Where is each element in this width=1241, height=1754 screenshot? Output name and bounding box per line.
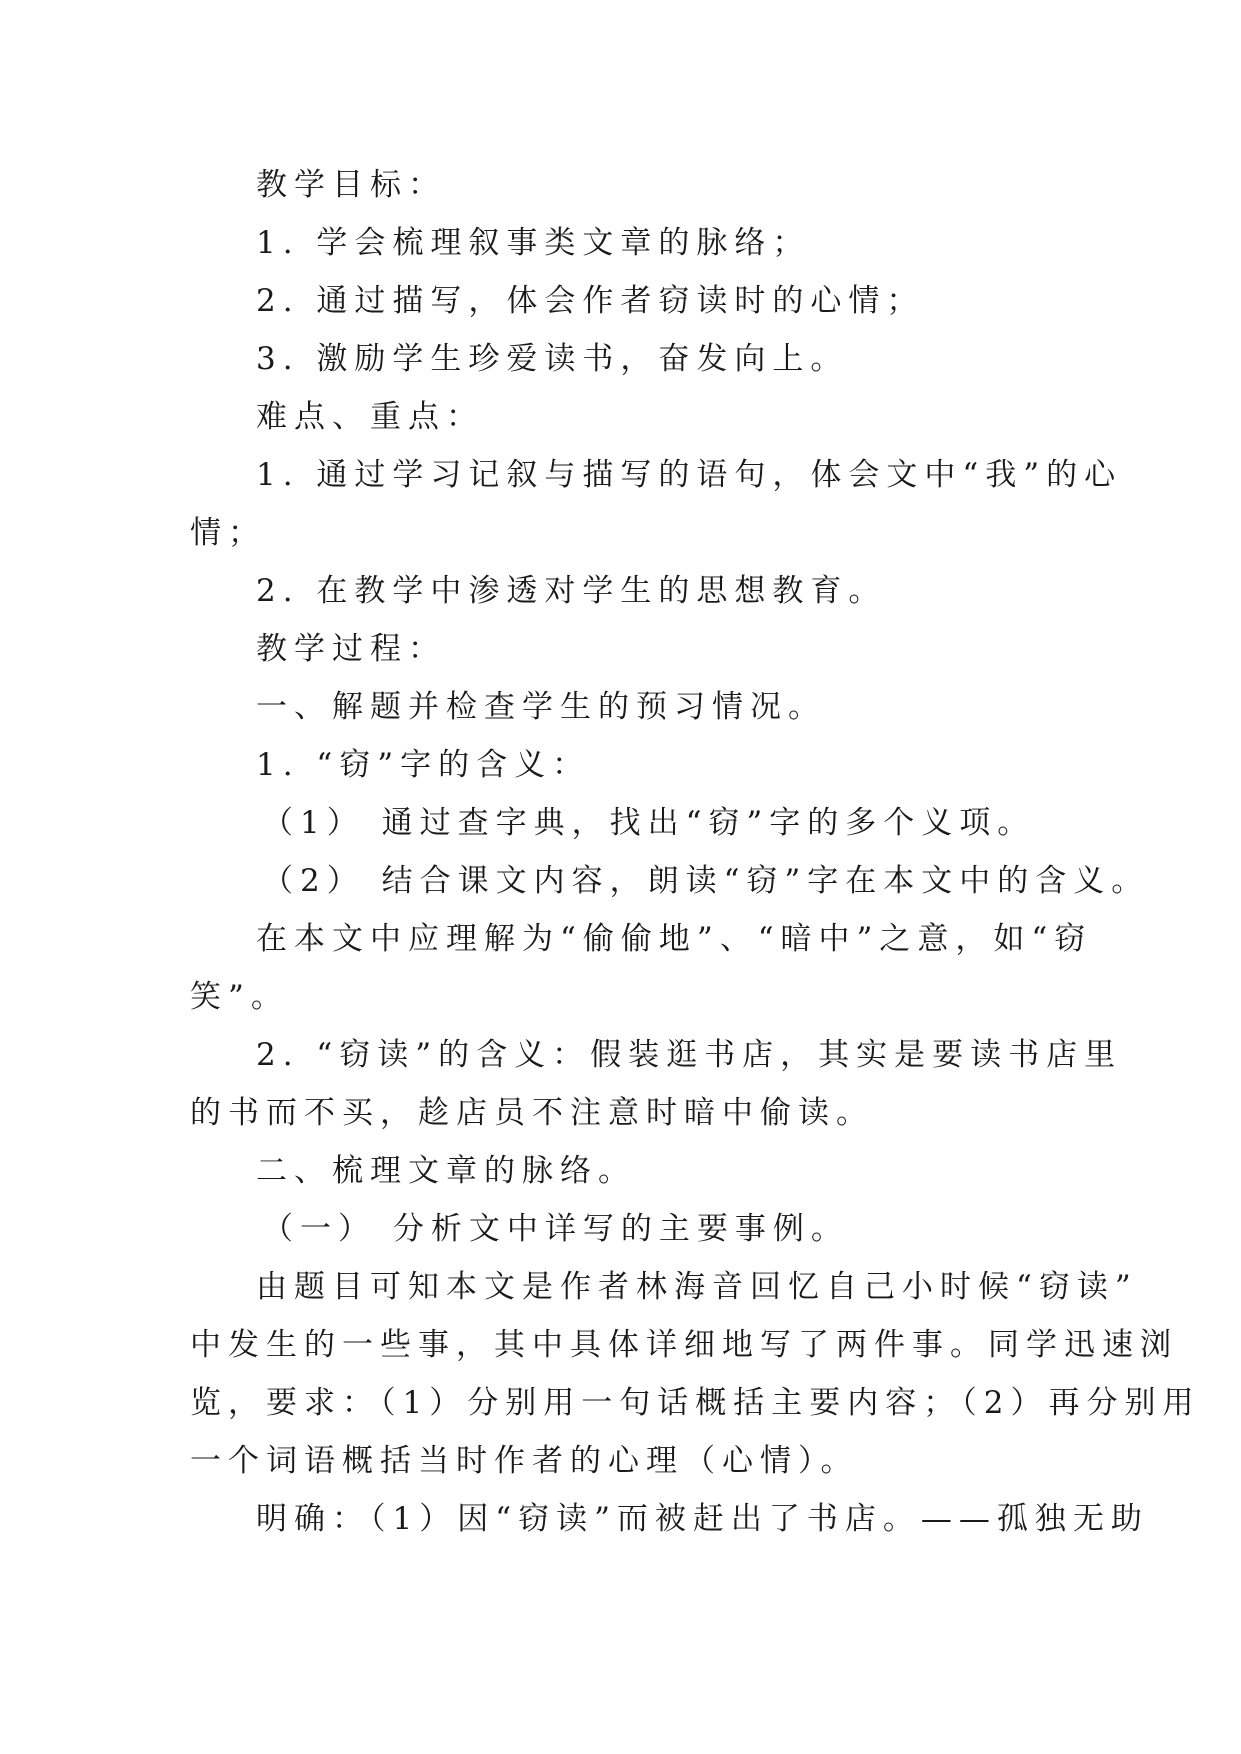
key-point-2: 2. 在教学中渗透对学生的思想教育。 bbox=[256, 573, 887, 609]
paragraph-analysis-cont-2: 览，要求：（1）分别用一句话概括主要内容；（2）再分别用 bbox=[190, 1385, 1201, 1421]
goal-item-2: 2. 通过描写，体会作者窃读时的心情； bbox=[256, 283, 925, 319]
section-1-title: 一、解题并检查学生的预习情况。 bbox=[256, 689, 826, 725]
sub-item-1: （1） 通过查字典，找出“窃”字的多个义项。 bbox=[262, 805, 1036, 841]
paragraph-meaning-cont: 笑”。 bbox=[190, 979, 289, 1015]
item-qiedu-meaning: 2. “窃读”的含义：假装逛书店，其实是要读书店里 bbox=[256, 1037, 1123, 1073]
paragraph-analysis-cont-3: 一个词语概括当时作者的心理（心情）。 bbox=[190, 1443, 859, 1479]
sub-item-2: （2） 结合课文内容，朗读“窃”字在本文中的含义。 bbox=[262, 863, 1150, 899]
paragraph-meaning: 在本文中应理解为“偷偷地”、“暗中”之意，如“窃 bbox=[256, 921, 1093, 957]
heading-teaching-goals: 教学目标： bbox=[256, 167, 446, 203]
paragraph-clarification: 明确：（1）因“窃读”而被赶出了书店。——孤独无助 bbox=[256, 1501, 1149, 1537]
section-2-title: 二、梳理文章的脉络。 bbox=[256, 1153, 636, 1189]
item-qie-meaning: 1. “窃”字的含义： bbox=[256, 747, 591, 783]
key-point-1-cont: 情； bbox=[190, 515, 266, 551]
item-qiedu-meaning-cont: 的书而不买，趁店员不注意时暗中偷读。 bbox=[190, 1095, 874, 1131]
paragraph-analysis: 由题目可知本文是作者林海音回忆自己小时候“窃读” bbox=[256, 1269, 1138, 1305]
goal-item-3: 3. 激励学生珍爱读书，奋发向上。 bbox=[256, 341, 849, 377]
paragraph-analysis-cont-1: 中发生的一些事，其中具体详细地写了两件事。同学迅速浏 bbox=[190, 1327, 1178, 1363]
key-point-1: 1. 通过学习记叙与描写的语句，体会文中“我”的心 bbox=[256, 457, 1123, 493]
sub-section-1: （一） 分析文中详写的主要事例。 bbox=[262, 1211, 849, 1247]
goal-item-1: 1. 学会梳理叙事类文章的脉络； bbox=[256, 225, 811, 261]
heading-teaching-process: 教学过程： bbox=[256, 631, 446, 667]
heading-key-points: 难点、重点： bbox=[256, 399, 484, 435]
